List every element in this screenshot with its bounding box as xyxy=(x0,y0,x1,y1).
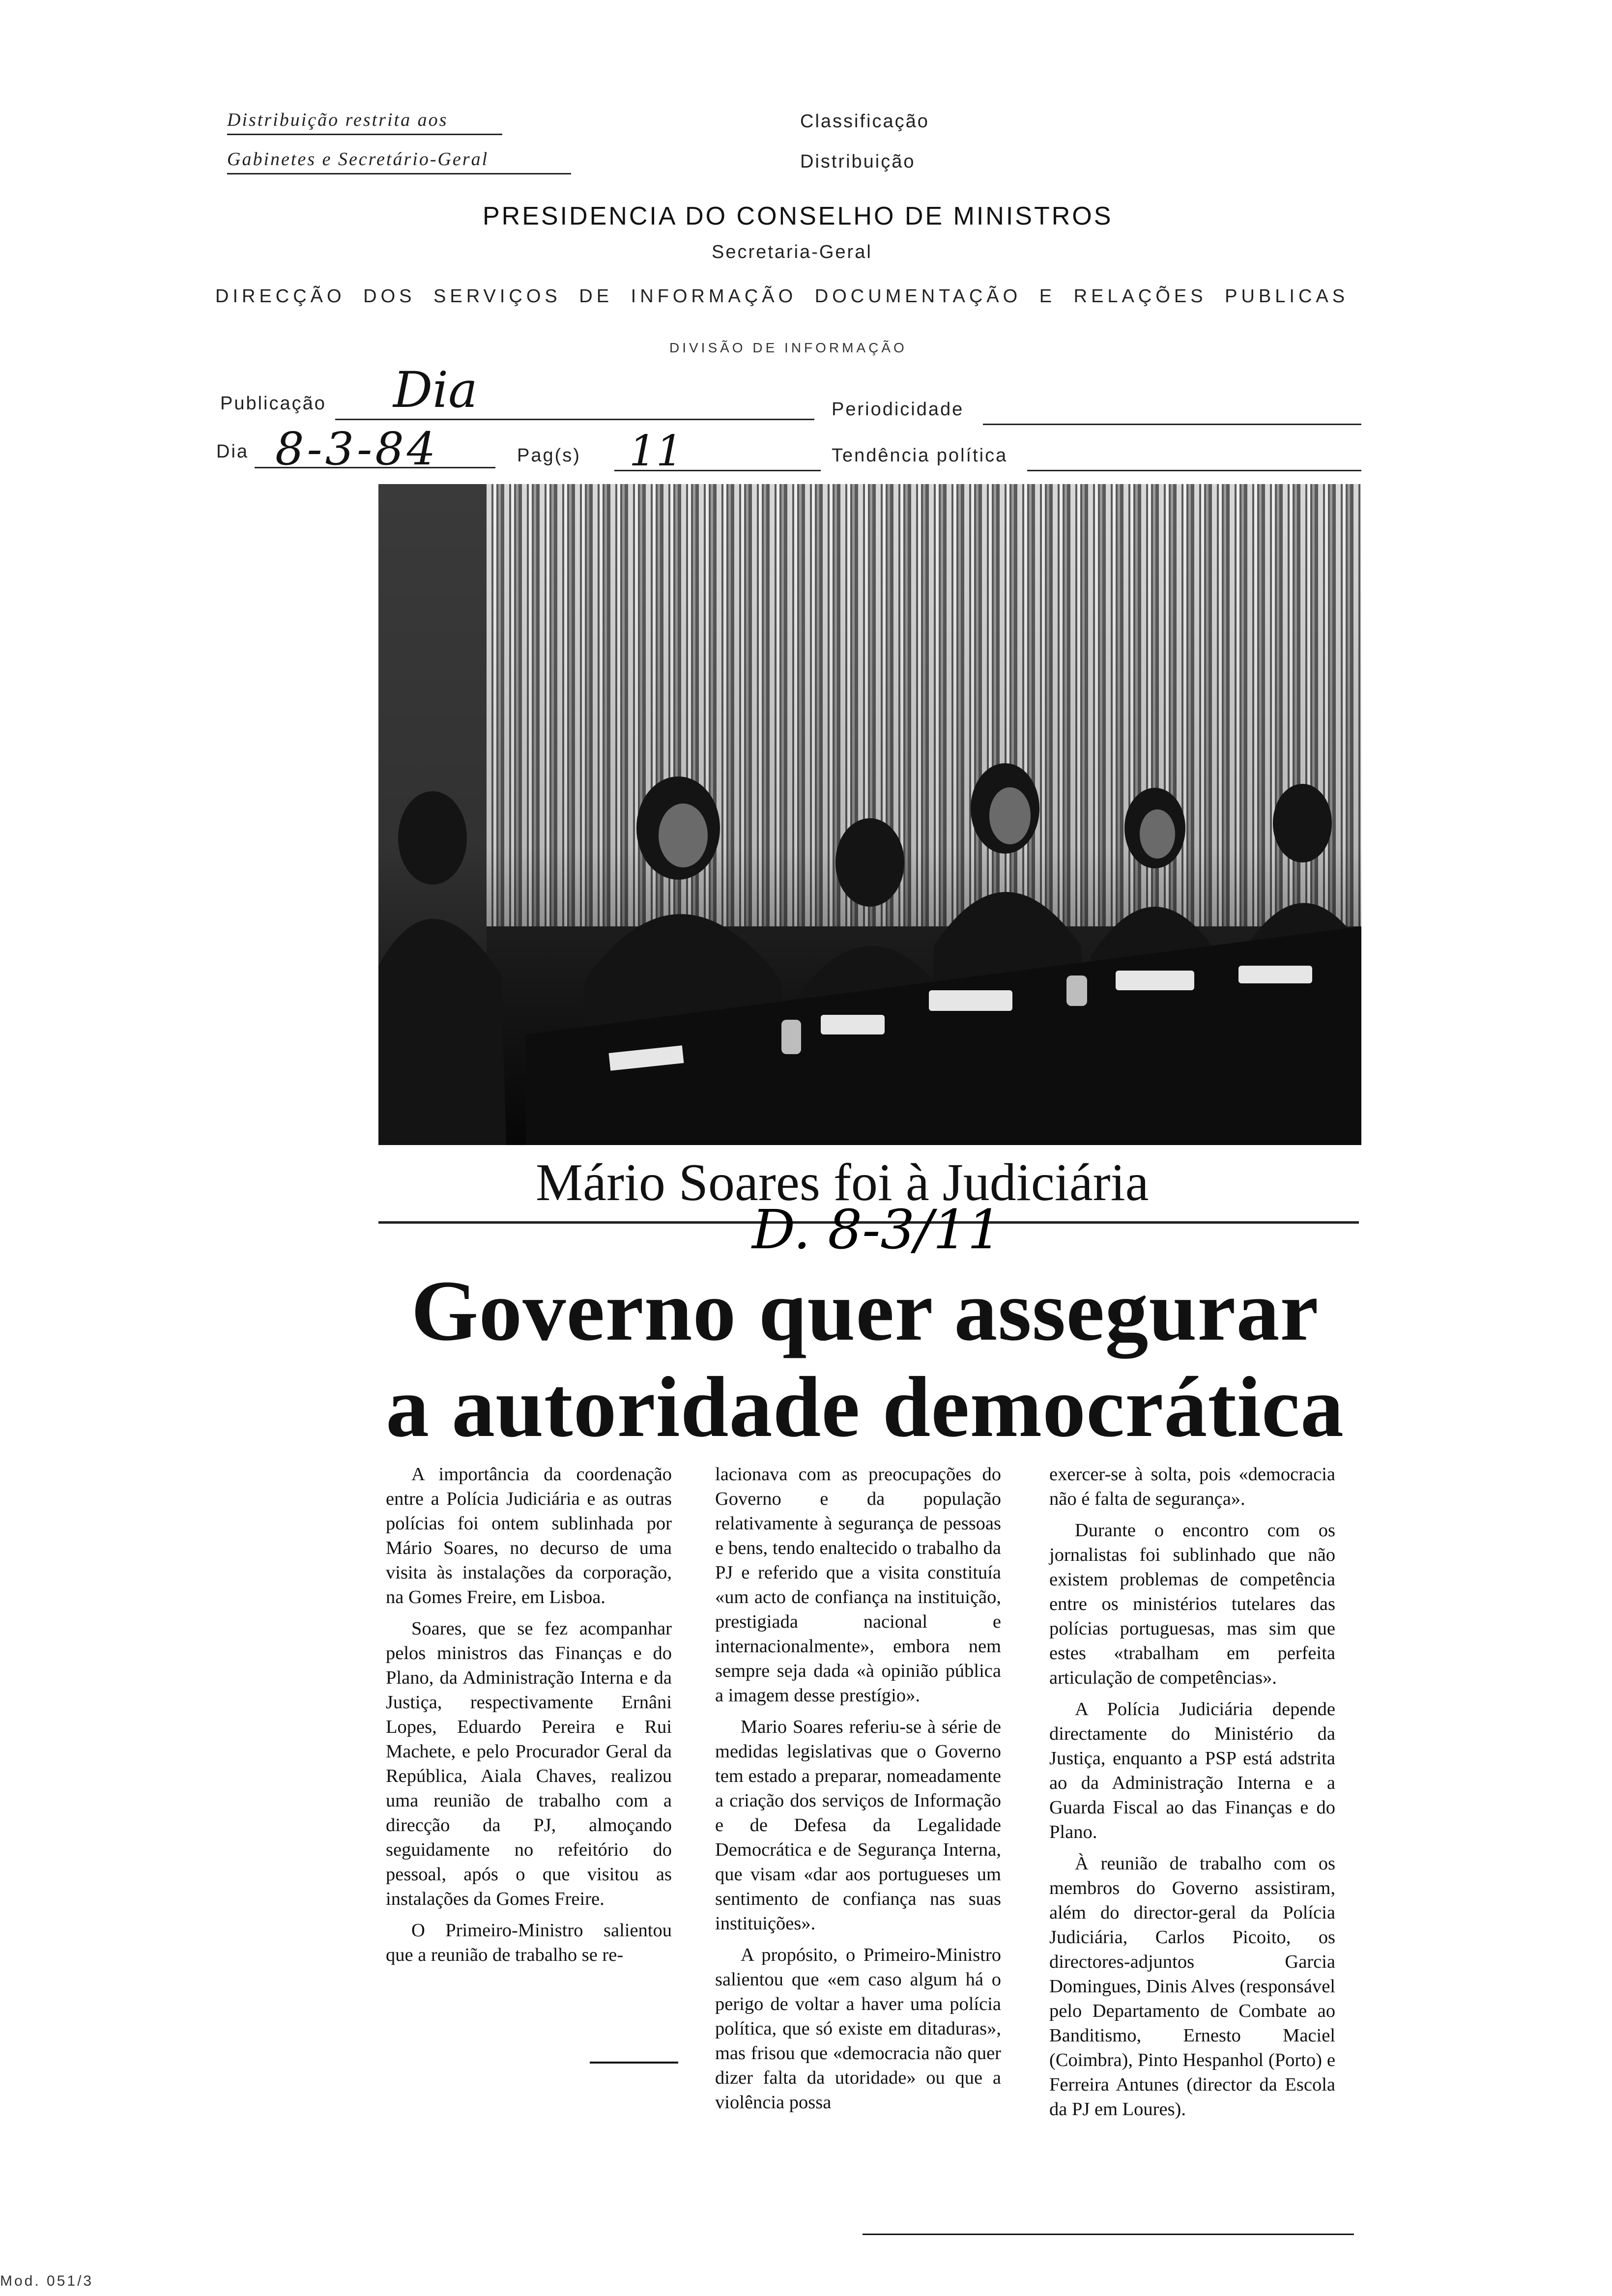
day-value: 8-3-84 xyxy=(275,423,439,475)
distribution-line-2: Gabinetes e Secretário-Geral xyxy=(227,149,489,170)
article-column-1 xyxy=(386,1462,672,1974)
paragraph: exercer-se à solta, pois «democracia não é falta de segurança». xyxy=(1049,1464,1335,1509)
pages-label: Pag(s) xyxy=(517,445,581,466)
paragraph: A Polícia Judiciária depende directamente do Ministério da Justiça, enquanto a PSP está adstrita ao da Administração Interna e a Guarda Fiscal ao das Finanças e do Plano. xyxy=(1049,1699,1335,1842)
paragraph: A propósito, o Primeiro-Ministro salientou que «em caso algum há o perigo de voltar a haver uma polícia política, que só existe em ditaduras», mas frisou que «democracia não quer dizer falta da utoridade» ou que a violência possa xyxy=(715,1945,1001,2113)
article-column-2 xyxy=(715,1462,1001,2122)
publication-value: Dia xyxy=(393,361,478,419)
tendency-rule xyxy=(1027,470,1361,471)
paragraph: Durante o encontro com os jornalistas foi sublinhado que não existem problemas de competência entre os ministérios tutelares das polícias portuguesas, mas sim que estes «trabalham em perfeita articulação de competências». xyxy=(1049,1520,1335,1688)
periodicity-rule xyxy=(983,424,1361,425)
headline-line-1: Governo quer assegurar xyxy=(411,1263,1319,1359)
day-label: Dia xyxy=(216,441,249,462)
paragraph: A importância da coordenação entre a Polícia Judiciária e as outras polícias foi ontem sublinhada por Mário Soares, no decurso de uma visita às instalações da corporação, na Gomes Freire, em Lisboa. xyxy=(386,1464,672,1607)
meeting-photo xyxy=(378,484,1361,1145)
paragraph: À reunião de trabalho com os membros do Governo assistiram, além do director-geral da Polícia Judiciária, Carlos Picoito, os directores-adjuntos Garcia Domingues, Dinis Alves (responsável pelo Departamento de Combate ao Banditismo, Ernesto Maciel (Coimbra), Pinto Hespanhol (Porto) e Ferreira Antunes (director da Escola da PJ em Loures). xyxy=(1049,1853,1335,2120)
secretariat: Secretaria-Geral xyxy=(712,242,872,262)
paragraph: O Primeiro-Ministro salientou que a reunião de trabalho se re- xyxy=(386,1920,672,1965)
pages-value: 11 xyxy=(629,427,683,476)
paragraph: Soares, que se fez acompanhar pelos ministros das Finanças e do Plano, da Administração Interna e da Justiça, respectivamente Ernâni Lopes, Eduardo Pereira e Rui Machete, e pelo Procurador Geral da República, Aiala Chaves, realizou uma reunião de trabalho com a direcção da PJ, almoçando seguidamente no refeitório do pessoal, após o que visitou as instalações da Gomes Freire. xyxy=(386,1618,672,1909)
directorate: DIRECÇÃO DOS SERVIÇOS DE INFORMAÇÃO DOCUMENTAÇÃO E RELAÇÕES PUBLICAS xyxy=(215,286,1349,307)
distribution-label: Distribuição xyxy=(800,151,916,172)
division: DIVISÃO DE INFORMAÇÃO xyxy=(669,340,907,355)
publication-rule xyxy=(335,419,814,420)
article-kicker: Mário Soares foi à Judiciária xyxy=(536,1153,1149,1212)
classification-label: Classificação xyxy=(800,111,929,132)
paragraph: Mario Soares referiu-se à série de medidas legislativas que o Governo tem estado a preparar, nomeadamente a criação dos serviços de Informação e de Defesa da Legalidade Democrática e de Segurança Interna, que visam «dar aos portugueses um sentimento de confiança nas suas instituições». xyxy=(715,1717,1001,1934)
article-end-rule xyxy=(863,2234,1354,2235)
article-column-3 xyxy=(1049,1462,1335,2128)
periodicity-label: Periodicidade xyxy=(832,399,964,420)
publication-label: Publicação xyxy=(220,393,326,414)
political-tendency-label: Tendência política xyxy=(832,445,1008,466)
handwritten-note: D. 8-3/11 xyxy=(752,1198,1002,1261)
header-rule xyxy=(227,173,571,174)
form-code: Mod. 051/3 xyxy=(0,2273,94,2289)
header-rule xyxy=(227,134,502,135)
headline-line-2: a autoridade democrática xyxy=(386,1359,1344,1455)
column-end-rule xyxy=(590,2062,678,2064)
paragraph: lacionava com as preocupações do Governo e da população relativamente à segurança de pessoas e bens, tendo enaltecido o trabalho da PJ e referido que a visita constituía «um acto de confiança na instituição, prestigiada nacional e internacionalmente», embora nem sempre seja dada «à opinião pública a imagem desse prestígio». xyxy=(715,1464,1001,1706)
org-title: PRESIDENCIA DO CONSELHO DE MINISTROS xyxy=(483,202,1113,230)
distribution-line-1: Distribuição restrita aos xyxy=(227,110,448,130)
